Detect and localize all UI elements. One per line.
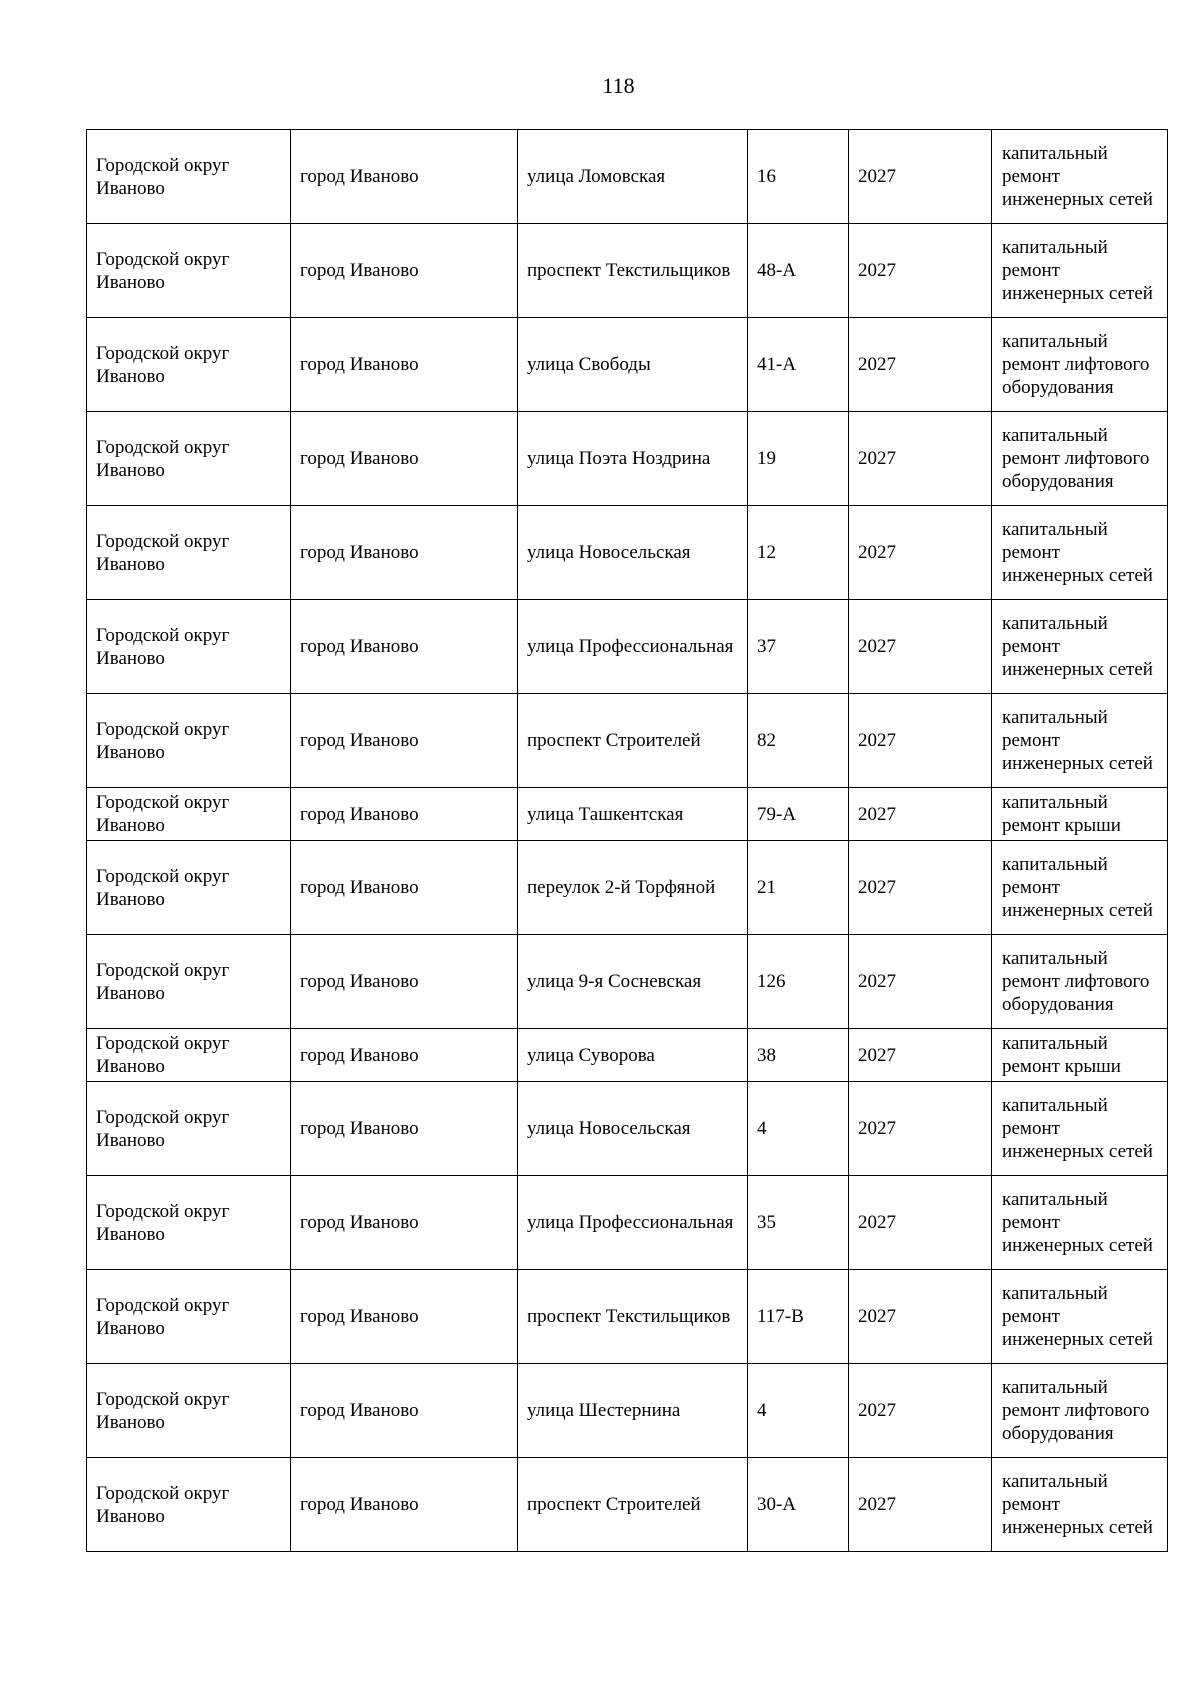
cell-year: 2027 <box>849 224 992 318</box>
table-body <box>87 130 1168 1552</box>
cell-city: город Иваново <box>291 1270 518 1364</box>
table-row <box>87 318 1168 412</box>
cell-work-type: капитальный ремонт крыши <box>992 1029 1168 1082</box>
cell-house-number: 4 <box>748 1082 849 1176</box>
cell-district: Городской округ Иваново <box>87 788 291 841</box>
cell-district: Городской округ Иваново <box>87 1364 291 1458</box>
cell-work-type: капитальный ремонт инженерных сетей <box>992 600 1168 694</box>
cell-street: проспект Текстильщиков <box>518 224 748 318</box>
cell-house-number: 41-А <box>748 318 849 412</box>
cell-street: улица Профессиональная <box>518 600 748 694</box>
cell-work-type: капитальный ремонт инженерных сетей <box>992 1270 1168 1364</box>
cell-district: Городской округ Иваново <box>87 935 291 1029</box>
table-row <box>87 841 1168 935</box>
table-row <box>87 694 1168 788</box>
cell-city: город Иваново <box>291 412 518 506</box>
cell-district: Городской округ Иваново <box>87 224 291 318</box>
cell-city: город Иваново <box>291 506 518 600</box>
cell-city: город Иваново <box>291 694 518 788</box>
table-row <box>87 935 1168 1029</box>
cell-city: город Иваново <box>291 1364 518 1458</box>
page-number: 118 <box>602 73 635 98</box>
cell-work-type: капитальный ремонт лифтового оборудования <box>992 1364 1168 1458</box>
cell-street: улица Поэта Ноздрина <box>518 412 748 506</box>
cell-work-type: капитальный ремонт инженерных сетей <box>992 1082 1168 1176</box>
cell-city: город Иваново <box>291 1176 518 1270</box>
cell-year: 2027 <box>849 935 992 1029</box>
cell-house-number: 30-А <box>748 1458 849 1552</box>
cell-year: 2027 <box>849 694 992 788</box>
table-row <box>87 1458 1168 1552</box>
cell-district: Городской округ Иваново <box>87 1029 291 1082</box>
cell-street: улица 9-я Сосневская <box>518 935 748 1029</box>
cell-year: 2027 <box>849 318 992 412</box>
cell-house-number: 37 <box>748 600 849 694</box>
cell-house-number: 79-А <box>748 788 849 841</box>
cell-district: Городской округ Иваново <box>87 1458 291 1552</box>
cell-work-type: капитальный ремонт инженерных сетей <box>992 130 1168 224</box>
cell-year: 2027 <box>849 506 992 600</box>
cell-street: улица Ташкентская <box>518 788 748 841</box>
cell-district: Городской округ Иваново <box>87 130 291 224</box>
cell-district: Городской округ Иваново <box>87 1176 291 1270</box>
cell-house-number: 82 <box>748 694 849 788</box>
table-row <box>87 506 1168 600</box>
cell-district: Городской округ Иваново <box>87 506 291 600</box>
cell-street: переулок 2-й Торфяной <box>518 841 748 935</box>
cell-district: Городской округ Иваново <box>87 318 291 412</box>
cell-work-type: капитальный ремонт инженерных сетей <box>992 1176 1168 1270</box>
cell-street: улица Профессиональная <box>518 1176 748 1270</box>
cell-house-number: 35 <box>748 1176 849 1270</box>
cell-district: Городской округ Иваново <box>87 600 291 694</box>
cell-street: улица Ломовская <box>518 130 748 224</box>
table-row <box>87 224 1168 318</box>
cell-work-type: капитальный ремонт лифтового оборудования <box>992 935 1168 1029</box>
cell-house-number: 117-В <box>748 1270 849 1364</box>
table-row <box>87 1364 1168 1458</box>
table-row <box>87 412 1168 506</box>
cell-work-type: капитальный ремонт инженерных сетей <box>992 841 1168 935</box>
capital-repair-table <box>86 129 1168 1552</box>
cell-house-number: 126 <box>748 935 849 1029</box>
cell-work-type: капитальный ремонт крыши <box>992 788 1168 841</box>
cell-year: 2027 <box>849 600 992 694</box>
cell-street: проспект Строителей <box>518 694 748 788</box>
cell-city: город Иваново <box>291 788 518 841</box>
cell-city: город Иваново <box>291 1458 518 1552</box>
cell-year: 2027 <box>849 788 992 841</box>
cell-district: Городской округ Иваново <box>87 1270 291 1364</box>
cell-year: 2027 <box>849 1176 992 1270</box>
cell-city: город Иваново <box>291 1029 518 1082</box>
cell-work-type: капитальный ремонт инженерных сетей <box>992 506 1168 600</box>
cell-street: улица Свободы <box>518 318 748 412</box>
cell-district: Городской округ Иваново <box>87 1082 291 1176</box>
cell-city: город Иваново <box>291 130 518 224</box>
cell-work-type: капитальный ремонт инженерных сетей <box>992 1458 1168 1552</box>
cell-city: город Иваново <box>291 318 518 412</box>
table-row <box>87 1082 1168 1176</box>
cell-year: 2027 <box>849 1270 992 1364</box>
cell-year: 2027 <box>849 1082 992 1176</box>
cell-district: Городской округ Иваново <box>87 841 291 935</box>
cell-work-type: капитальный ремонт инженерных сетей <box>992 694 1168 788</box>
cell-street: проспект Текстильщиков <box>518 1270 748 1364</box>
cell-street: улица Новосельская <box>518 1082 748 1176</box>
cell-street: проспект Строителей <box>518 1458 748 1552</box>
cell-work-type: капитальный ремонт лифтового оборудования <box>992 412 1168 506</box>
cell-city: город Иваново <box>291 1082 518 1176</box>
table-row <box>87 1029 1168 1082</box>
cell-house-number: 16 <box>748 130 849 224</box>
cell-house-number: 38 <box>748 1029 849 1082</box>
table-row <box>87 600 1168 694</box>
cell-city: город Иваново <box>291 935 518 1029</box>
cell-year: 2027 <box>849 1364 992 1458</box>
cell-year: 2027 <box>849 1029 992 1082</box>
cell-street: улица Шестернина <box>518 1364 748 1458</box>
cell-house-number: 4 <box>748 1364 849 1458</box>
cell-year: 2027 <box>849 130 992 224</box>
cell-work-type: капитальный ремонт инженерных сетей <box>992 224 1168 318</box>
cell-street: улица Новосельская <box>518 506 748 600</box>
cell-year: 2027 <box>849 841 992 935</box>
cell-city: город Иваново <box>291 224 518 318</box>
cell-year: 2027 <box>849 1458 992 1552</box>
cell-city: город Иваново <box>291 600 518 694</box>
cell-street: улица Суворова <box>518 1029 748 1082</box>
cell-house-number: 19 <box>748 412 849 506</box>
table-row <box>87 1270 1168 1364</box>
table-row <box>87 788 1168 841</box>
table-row <box>87 1176 1168 1270</box>
cell-district: Городской округ Иваново <box>87 412 291 506</box>
table-row <box>87 130 1168 224</box>
cell-year: 2027 <box>849 412 992 506</box>
cell-work-type: капитальный ремонт лифтового оборудования <box>992 318 1168 412</box>
cell-house-number: 48-А <box>748 224 849 318</box>
cell-house-number: 12 <box>748 506 849 600</box>
cell-district: Городской округ Иваново <box>87 694 291 788</box>
cell-city: город Иваново <box>291 841 518 935</box>
cell-house-number: 21 <box>748 841 849 935</box>
